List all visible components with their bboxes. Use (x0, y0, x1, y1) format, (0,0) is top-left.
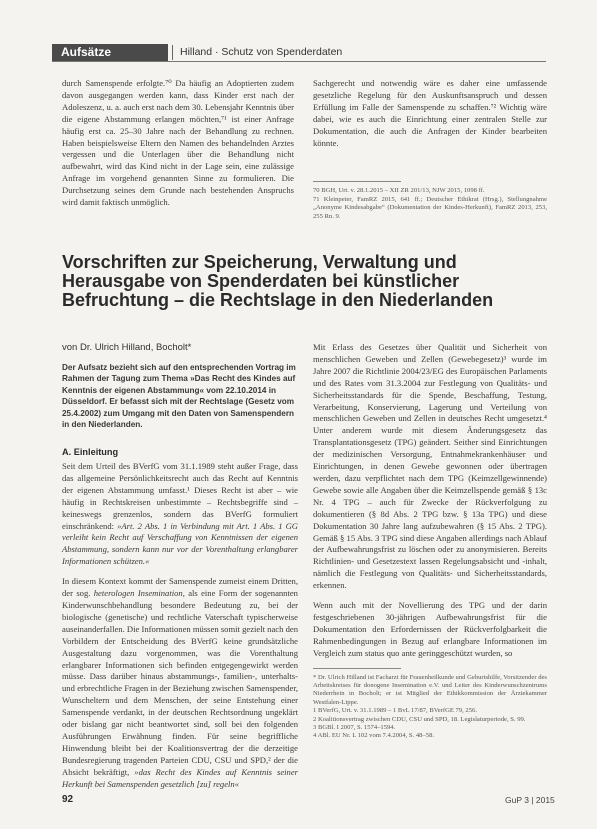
prev-article-right-text: Sachgerecht und notwendig wäre es daher eine umfassende gesetzliche Regelung für den Auskunftsanspruch und dessen Erfüllung im Falle der Samenspende zu schaffen.⁷² Wichtig wäre dabei, wie es auch die Einrichtung einer zentralen Stelle zur Dokumentation, die auch die Anfragen der Kinder bearbeiten könnte. (313, 78, 547, 148)
footnote: 2 Koalitionsvertrag zwischen CDU, CSU und SPD, 18. Legislaturperiode, S. 99. (313, 715, 526, 723)
footnote-rule (313, 668, 401, 669)
body-paragraph: Mit Erlass des Gesetzes über Qualität und Sicherheit von menschlichen Geweben und Zellen (Gewebegesetz)³ wurde im Jahre 2007 die Richtlinie 2004/23/EG des Europäischen Parlaments und des Rates vom 31.3.2004 zur Festlegung von Qualitäts- und Sicherheitsstandards für die Spende, Beschaffung, Testung, Verarbeitung, Konservierung, Lagerung und Verteilung von menschlichen Geweben und Zellen in deutsches Recht umgesetzt.⁴ Unter anderem wurde mit diesem Änderungsgesetz das Transplantationsgesetz (TPG) geändert. Seither sind Einrichtungen der medizinischen Versorgung, Entnahmekrankenhäuser und Einrichtungen, in denen Gewebe gewonnen oder übertragen werden, dazu verpflichtet nach dem TPG (Keimzellgewinnende) Gewebe sowie alle Angaben über die Keimzellspende gemäß § 13c Nr. 4 TPG – auch für Zwecke der Rückverfolgung zu dokumentieren (§ 8d Abs. 2 TPG bzw. § 13a TPG) und diese Dokumentation 30 Jahre lang aufzubewahren (§ 15 Abs. 2 TPG). Gemäß § 15 Abs. 3 TPG sind diese Angaben allerdings nach Ablauf der Aufbewahrungsfrist zu löschen oder zu anonymisieren. Bereits Richtlinien- und Gesetzestext lassen Regelungsabsicht und -inhalt, nämlich die Festlegung von Qualitäts- und Sicherheitsstandards, erkennen. (313, 342, 547, 591)
footnote: 70 BGH, Urt. v. 28.1.2015 – XII ZR 201/13, NJW 2015, 1098 ff. (313, 187, 485, 195)
footnote: 4 ABl. EU Nr. L 102 vom 7.4.2004, S. 48–58. (313, 732, 435, 740)
footnote-rule (313, 181, 401, 182)
footnote: 71 Kleinpeter, FamRZ 2015, 641 ff.; Deutscher Ethikrat (Hrsg.), Stellungnahme „Anonyme Kindesabgabe“ (Dokumentation der Kindes-Herkunft), FamRZ 2013, 253, 255 Rn. 9. (313, 195, 547, 220)
body-text: In diesem Kontext kommt der Samenspende zumeist einem Dritten, der sog. (62, 576, 298, 599)
body-text: Seit dem Urteil des BVerfG vom 31.1.1989 steht außer Frage, dass das allgemeine Persönlichkeitsrecht auch das Recht auf Kenntnis der eigenen Abstammung umfasst.¹ Dieses Recht ist aber – wie häufig in Rechtskreisen unbestimmte – Rechtsbegriffe sind – keineswegs grenzenlos, sondern das BVerfG formuliert einschränkend: (62, 461, 298, 531)
body-paragraph (62, 461, 298, 568)
page-number: 92 (62, 794, 74, 805)
journal-issue: GuP 3 | 2015 (505, 795, 555, 805)
header-rule (52, 61, 546, 62)
quote-text: »Art. 2 Abs. 1 in Verbindung mit Art. 1 Abs. 1 GG verleiht kein Recht auf Verschaffung von Kenntnissen der eigenen Abstammung, sondern kann nur vor der Vorenthaltung erlangbarer Informationen schützen.« (62, 520, 298, 567)
article-left-column (62, 446, 298, 790)
prev-article-left-text: durch Samenspende erfolgte.⁷⁰ Da häufig an Adoptierten zudem davon ausgegangen werden kann, dass Kinder erst nach der Adoleszenz, u. a. auch erst nach dem 30. Lebensjahr Kenntnis über die eigene Abstammung erlangen möchten,⁷¹ ist einer Anfrage häufig erst ca. 25–30 Jahre nach der Behandlung zu rechnen. Haben beispielsweise Eltern den Namen des behandelnden Arztes vergessen und die Unterlagen über die Behandlung nicht aufbewahrt, wird das Kind nicht in der Lage sein, eine zulässige Anfrage im vorgehend genannten Sinne zu formulieren. Die Durchsetzung seines dem Grunde nach bestehenden Anspruchs wird damit faktisch unmöglich. (62, 78, 294, 208)
article-abstract: Der Aufsatz bezieht sich auf den entsprechenden Vortrag im Rahmen der Tagung zum Thema »Das Recht des Kindes auf Kenntnis der eigenen Abstammung« vom 22.10.2014 in Düsseldorf. Er befasst sich mit der Rechtslage (Gesetz vom 25.4.2002) zum Umgang mit den Daten von Samenspendern in den Niederlanden. (62, 363, 296, 430)
prev-article-right-column (313, 78, 547, 221)
header-separator (172, 45, 173, 60)
emphasis-text: heterologen Insemination (93, 588, 183, 599)
quote-text: »das Recht des Kindes auf Kenntnis seiner Herkunft bei Samenspenden gesetzlich [zu] regeln« (62, 766, 298, 789)
footnote: 3 BGBl. I 2007, S. 1574–1594. (313, 724, 396, 731)
footnote: 1 BVerfG, Urt. v. 31.1.1989 – 1 BvL 17/87, BVerfGE 79, 256. (313, 707, 477, 715)
article-right-column (313, 342, 547, 741)
section-tag: Aufsätze (52, 44, 168, 61)
footnote: * Dr. Ulrich Hilland ist Facharzt für Frauenheilkunde und Geburtshilfe, Vorsitzender des Arbeitskreises für donogene Insemination e.V. und Leiter des Kinderwunschzentrums Niederrhein in Bocholt; er ist Mitglied der Ethikkommission der Ärztekammer Westfalen-Lippe. (313, 673, 547, 706)
section-heading: A. Einleitung (62, 447, 119, 457)
running-title: Hilland · Schutz von Spenderdaten (180, 46, 343, 58)
body-paragraph (62, 576, 298, 790)
body-text: , als eine Form der sogenannten Kinderwunschbehandlung besondere Bedeutung zu, bei der biologische (genetische) und rechtliche Vaterschaft typischerweise auseinanderfallen. Die Informationen müssen somit gezielt nach den Vorbildern der Entscheidung des BVerfG keine grundsätzliche Ausgestaltung dazu vorgenommen, was die Vorenthaltung erlangbarer Informationen sich befinden entgegengewirkt werden müsse. Dass darüber hinaus abstammungs-, familien-, unterhalts- und erbrechtliche Fragen in der Beziehung zwischen Samenspender, Wunscheltern und dem Menschen, der seine Entstehung einer Samenspende verdankt, in der deutschen Rechtsordnung ungeklärt oder bislang gar nicht beantwortet sind, soll bei den folgenden Ausführungen Erwähnung finden. Für seine begriffliche Hinwendung bleibt bei der Koalitionsvertrag der die derzeitige Bundesregierung tragenden Parteien CDU, CSU und SPD,² der die Absicht bekräftigt, (62, 588, 298, 777)
prev-article-left-column (62, 78, 294, 209)
article-byline: von Dr. Ulrich Hilland, Bocholt* (62, 342, 192, 353)
body-paragraph: Wenn auch mit der Novellierung des TPG und der darin festgeschriebenen 30-jährigen Aufbewahrungsfrist für die Dokumentation den Erfordernissen der Rückverfolgbarkeit die Rahmenbedingungen in Bezug auf erlangbare Informationen im Vergleich zum status quo ante geringgeschützt wurden, so (313, 600, 547, 658)
article-title: Vorschriften zur Speicherung, Verwaltung und Herausgabe von Spenderdaten bei künstlicher Befruchtung – die Rechtslage in den Niederlanden (62, 252, 494, 310)
